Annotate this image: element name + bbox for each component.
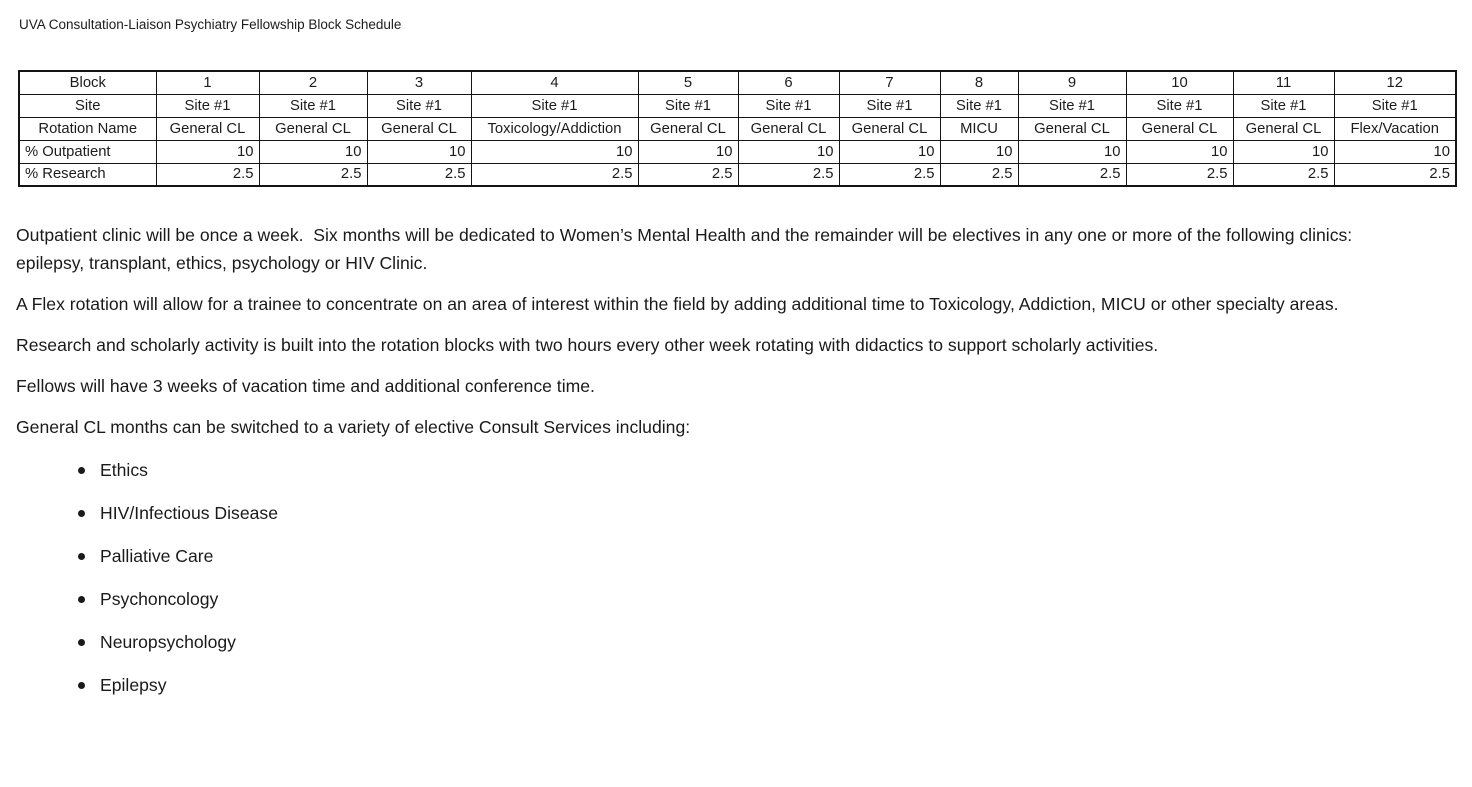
research-pct-cell: 2.5 — [1233, 163, 1334, 186]
document-title: UVA Consultation-Liaison Psychiatry Fellowship Block Schedule — [19, 17, 402, 32]
rotation-name-cell: General CL — [367, 117, 471, 140]
site-cell: Site #1 — [1334, 94, 1456, 117]
outpatient-pct-cell: 10 — [367, 140, 471, 163]
outpatient-pct-cell: 10 — [940, 140, 1018, 163]
paragraph-flex-rotation: A Flex rotation will allow for a trainee to concentrate on an area of interest within the field by adding additional time to Toxicology, Addiction, MICU or other specialty areas. — [16, 294, 1339, 314]
site-cell: Site #1 — [471, 94, 638, 117]
research-pct-cell: 2.5 — [367, 163, 471, 186]
row-label-outpatient: % Outpatient — [19, 140, 156, 163]
paragraph-research-activity: Research and scholarly activity is built into the rotation blocks with two hours every other week rotating with didactics to support scholarly activities. — [16, 335, 1159, 355]
rotation-name-cell: General CL — [738, 117, 839, 140]
outpatient-pct-cell: 10 — [738, 140, 839, 163]
research-pct-cell: 2.5 — [259, 163, 367, 186]
block-number-cell: 9 — [1018, 71, 1126, 94]
elective-item-ethics: Ethics — [16, 456, 1372, 484]
research-pct-cell: 2.5 — [738, 163, 839, 186]
rotation-name-cell: MICU — [940, 117, 1018, 140]
research-pct-cell: 2.5 — [940, 163, 1018, 186]
outpatient-pct-cell: 10 — [1233, 140, 1334, 163]
outpatient-pct-cell: 10 — [1126, 140, 1233, 163]
research-pct-cell: 2.5 — [839, 163, 940, 186]
outpatient-pct-cell: 10 — [1334, 140, 1456, 163]
block-number-cell: 4 — [471, 71, 638, 94]
research-pct-cell: 2.5 — [1334, 163, 1456, 186]
electives-list — [16, 456, 1372, 699]
outpatient-pct-cell: 10 — [471, 140, 638, 163]
rotation-name-cell: General CL — [1233, 117, 1334, 140]
block-number-cell: 12 — [1334, 71, 1456, 94]
elective-item-psychoncology: Psychoncology — [16, 585, 1372, 613]
elective-item-palliative-care: Palliative Care — [16, 542, 1372, 570]
block-number-cell: 10 — [1126, 71, 1233, 94]
paragraph-vacation: Fellows will have 3 weeks of vacation time and additional conference time. — [16, 376, 595, 396]
outpatient-pct-cell: 10 — [638, 140, 738, 163]
rotation-name-cell: Toxicology/Addiction — [471, 117, 638, 140]
site-cell: Site #1 — [738, 94, 839, 117]
rotation-name-cell: General CL — [156, 117, 259, 140]
elective-item-hiv-infectious-disease: HIV/Infectious Disease — [16, 499, 1372, 527]
row-label-research: % Research — [19, 163, 156, 186]
research-pct-cell: 2.5 — [471, 163, 638, 186]
site-cell: Site #1 — [156, 94, 259, 117]
row-label-rotation: Rotation Name — [19, 117, 156, 140]
elective-item-neuropsychology: Neuropsychology — [16, 628, 1372, 656]
block-number-cell: 3 — [367, 71, 471, 94]
table-row-outpatient — [19, 140, 1456, 163]
table-row-research — [19, 163, 1456, 186]
paragraph-electives-intro: General CL months can be switched to a variety of elective Consult Services including: — [16, 417, 691, 437]
block-number-cell: 5 — [638, 71, 738, 94]
block-number-cell: 7 — [839, 71, 940, 94]
rotation-name-cell: General CL — [1126, 117, 1233, 140]
rotation-name-cell: General CL — [839, 117, 940, 140]
research-pct-cell: 2.5 — [156, 163, 259, 186]
block-schedule-table — [18, 70, 1457, 187]
outpatient-pct-cell: 10 — [1018, 140, 1126, 163]
block-number-cell: 1 — [156, 71, 259, 94]
research-pct-cell: 2.5 — [638, 163, 738, 186]
research-pct-cell: 2.5 — [1126, 163, 1233, 186]
site-cell: Site #1 — [367, 94, 471, 117]
document-page — [0, 17, 1472, 787]
site-cell: Site #1 — [1018, 94, 1126, 117]
rotation-name-cell: General CL — [1018, 117, 1126, 140]
site-cell: Site #1 — [638, 94, 738, 117]
research-pct-cell: 2.5 — [1018, 163, 1126, 186]
table-row-site — [19, 94, 1456, 117]
site-cell: Site #1 — [1126, 94, 1233, 117]
block-number-cell: 11 — [1233, 71, 1334, 94]
rotation-name-cell: General CL — [259, 117, 367, 140]
paragraph-outpatient-clinic: Outpatient clinic will be once a week. Six months will be dedicated to Women’s Mental Health and the remainder will be electives in any one or more of the following clinics: epilepsy, transplant, ethics, psychology or HIV Clinic. — [16, 225, 1358, 273]
site-cell: Site #1 — [940, 94, 1018, 117]
row-label-site: Site — [19, 94, 156, 117]
outpatient-pct-cell: 10 — [259, 140, 367, 163]
document-body — [16, 221, 1372, 699]
block-number-cell: 6 — [738, 71, 839, 94]
elective-item-epilepsy: Epilepsy — [16, 671, 1372, 699]
outpatient-pct-cell: 10 — [839, 140, 940, 163]
block-number-cell: 2 — [259, 71, 367, 94]
rotation-name-cell: General CL — [638, 117, 738, 140]
table-row-block — [19, 71, 1456, 94]
table-row-rotation — [19, 117, 1456, 140]
site-cell: Site #1 — [1233, 94, 1334, 117]
row-label-block: Block — [19, 71, 156, 94]
block-number-cell: 8 — [940, 71, 1018, 94]
site-cell: Site #1 — [259, 94, 367, 117]
site-cell: Site #1 — [839, 94, 940, 117]
rotation-name-cell: Flex/Vacation — [1334, 117, 1456, 140]
outpatient-pct-cell: 10 — [156, 140, 259, 163]
